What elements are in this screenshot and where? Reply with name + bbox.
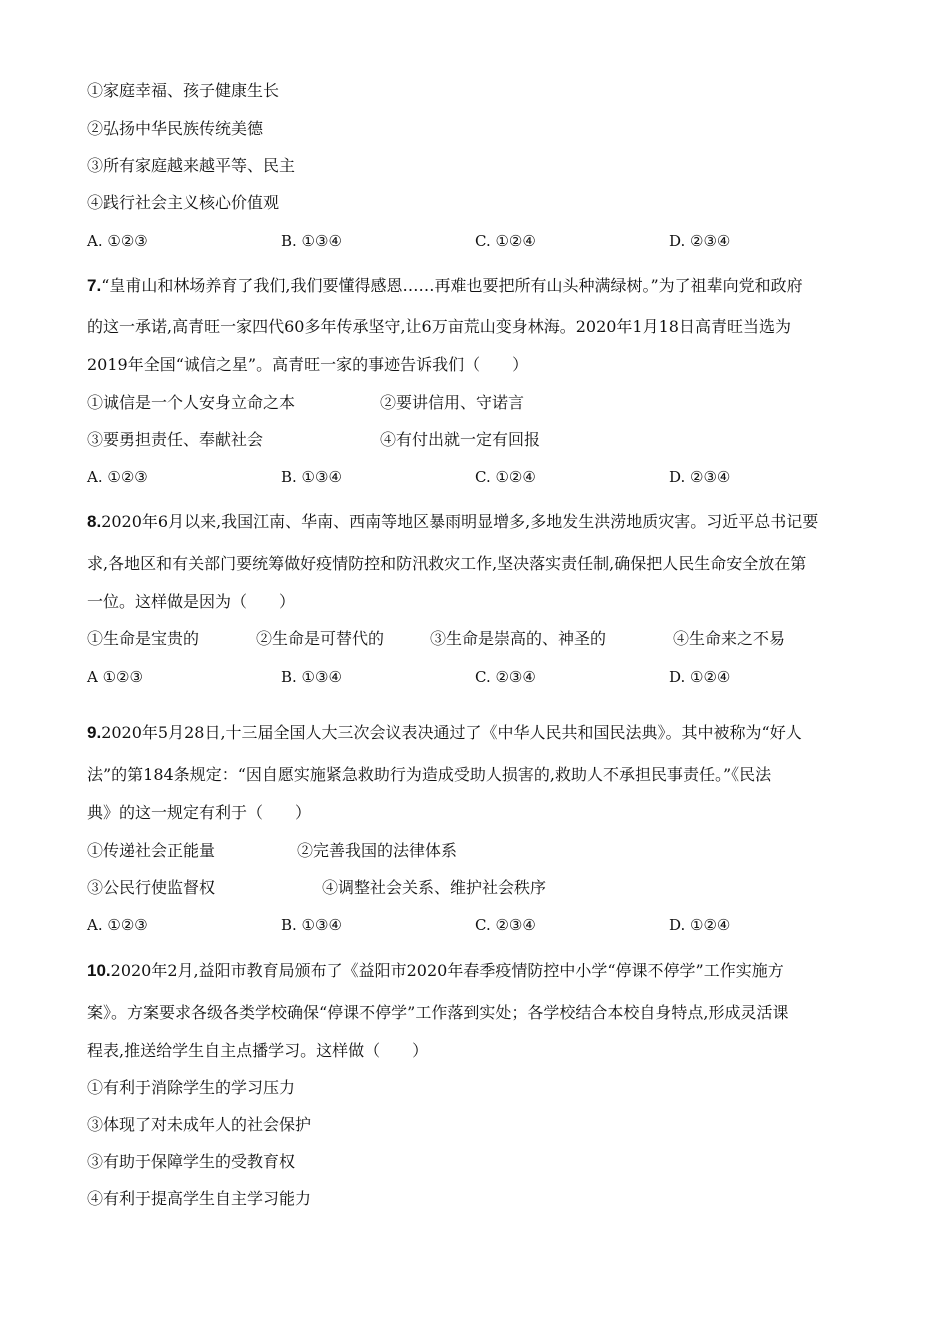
q9-number: 9. xyxy=(87,723,102,742)
q10-stem-text-1: 2020年2月,益阳市教育局颁布了《益阳市2020年春季疫情防控中小学“停课不停学”工作实施方 xyxy=(110,961,784,980)
q8-stem-text-1: 2020年6月以来,我国江南、华南、西南等地区暴雨明显增多,多地发生洪涝地质灾害。习近平总书记要 xyxy=(101,512,819,531)
q9-item-4: ④调整社会关系、维护社会秩序 xyxy=(322,878,547,897)
q9-item-1: ①传递社会正能量 xyxy=(87,841,216,860)
q6-option-a: A. ①②③ xyxy=(87,232,148,250)
q7-option-a: A. ①②③ xyxy=(87,468,148,486)
q10-item-2: ③体现了对未成年人的社会保护 xyxy=(87,1115,312,1134)
q6-option-b: B. ①③④ xyxy=(281,232,342,250)
q7-item-3: ③要勇担责任、奉献社会 xyxy=(87,430,264,449)
q10-item-1: ①有利于消除学生的学习压力 xyxy=(87,1078,296,1097)
q6-option-d: D. ②③④ xyxy=(669,232,731,250)
q8-option-a: A ①②③ xyxy=(87,668,143,686)
q10-item-4: ④有利于提高学生自主学习能力 xyxy=(87,1189,312,1208)
q7-option-d: D. ②③④ xyxy=(669,468,731,486)
q9-stem-line-3: 典》的这一规定有利于（ ） xyxy=(87,803,312,822)
q7-item-1: ①诚信是一个人安身立命之本 xyxy=(87,393,296,412)
q8-number: 8. xyxy=(87,512,102,531)
q10-item-3: ③有助于保障学生的受教育权 xyxy=(87,1152,296,1171)
q9-item-2: ②完善我国的法律体系 xyxy=(297,841,458,860)
q7-stem-line-3: 2019年全国“诚信之星”。高青旺一家的事迹告诉我们（ ） xyxy=(87,355,529,374)
q7-option-c: C. ①②④ xyxy=(475,468,536,486)
q9-option-a: A. ①②③ xyxy=(87,916,148,934)
q8-option-b: B. ①③④ xyxy=(281,668,342,686)
q9-option-d: D. ①②④ xyxy=(669,916,731,934)
q8-stem-line-3: 一位。这样做是因为（ ） xyxy=(87,592,296,611)
q10-stem-line-3: 程表,推送给学生自主点播学习。这样做（ ） xyxy=(87,1041,429,1060)
q8-item-4: ④生命来之不易 xyxy=(673,629,786,648)
q7-stem-text-1: “皇甫山和林场养育了我们,我们要懂得感恩……再难也要把所有山头种满绿树。”为了祖辈向党和政府 xyxy=(101,276,803,295)
q7-number: 7. xyxy=(87,276,102,295)
q7-stem-line-2: 的这一承诺,高青旺一家四代60多年传承坚守,让6万亩荒山变身林海。2020年1月18日高青旺当选为 xyxy=(87,317,791,336)
q9-stem-line-1 xyxy=(87,722,867,744)
q9-option-c: C. ②③④ xyxy=(475,916,536,934)
q9-stem-line-2: 法”的第184条规定：“因自愿实施紧急救助行为造成受助人损害的,救助人不承担民事责任。”《民法 xyxy=(87,765,772,784)
q8-stem-line-2: 求,各地区和有关部门要统筹做好疫情防控和防汛救灾工作,坚决落实责任制,确保把人民生命安全放在第 xyxy=(87,554,807,573)
q8-item-2: ②生命是可替代的 xyxy=(256,629,385,648)
q6-item-1: ①家庭幸福、孩子健康生长 xyxy=(87,81,280,100)
q9-option-b: B. ①③④ xyxy=(281,916,342,934)
q10-stem-line-1 xyxy=(87,960,867,982)
q6-item-4: ④践行社会主义核心价值观 xyxy=(87,193,280,212)
q8-stem-line-1 xyxy=(87,511,867,533)
q10-stem-line-2: 案》。方案要求各级各类学校确保“停课不停学”工作落到实处；各学校结合本校自身特点,形成灵活课 xyxy=(87,1003,789,1022)
q8-option-c: C. ②③④ xyxy=(475,668,536,686)
q6-item-3: ③所有家庭越来越平等、民主 xyxy=(87,156,296,175)
q7-item-2: ②要讲信用、守诺言 xyxy=(380,393,525,412)
q10-number: 10. xyxy=(87,961,111,980)
q8-option-d: D. ①②④ xyxy=(669,668,731,686)
q7-stem-line-1 xyxy=(87,275,867,297)
q9-stem-text-1: 2020年5月28日,十三届全国人大三次会议表决通过了《中华人民共和国民法典》。其中被称为“好人 xyxy=(101,723,802,742)
q6-option-c: C. ①②④ xyxy=(475,232,536,250)
q7-option-b: B. ①③④ xyxy=(281,468,342,486)
q8-item-1: ①生命是宝贵的 xyxy=(87,629,200,648)
q6-item-2: ②弘扬中华民族传统美德 xyxy=(87,119,264,138)
q8-item-3: ③生命是崇高的、神圣的 xyxy=(430,629,607,648)
q7-item-4: ④有付出就一定有回报 xyxy=(380,430,541,449)
q9-item-3: ③公民行使监督权 xyxy=(87,878,216,897)
